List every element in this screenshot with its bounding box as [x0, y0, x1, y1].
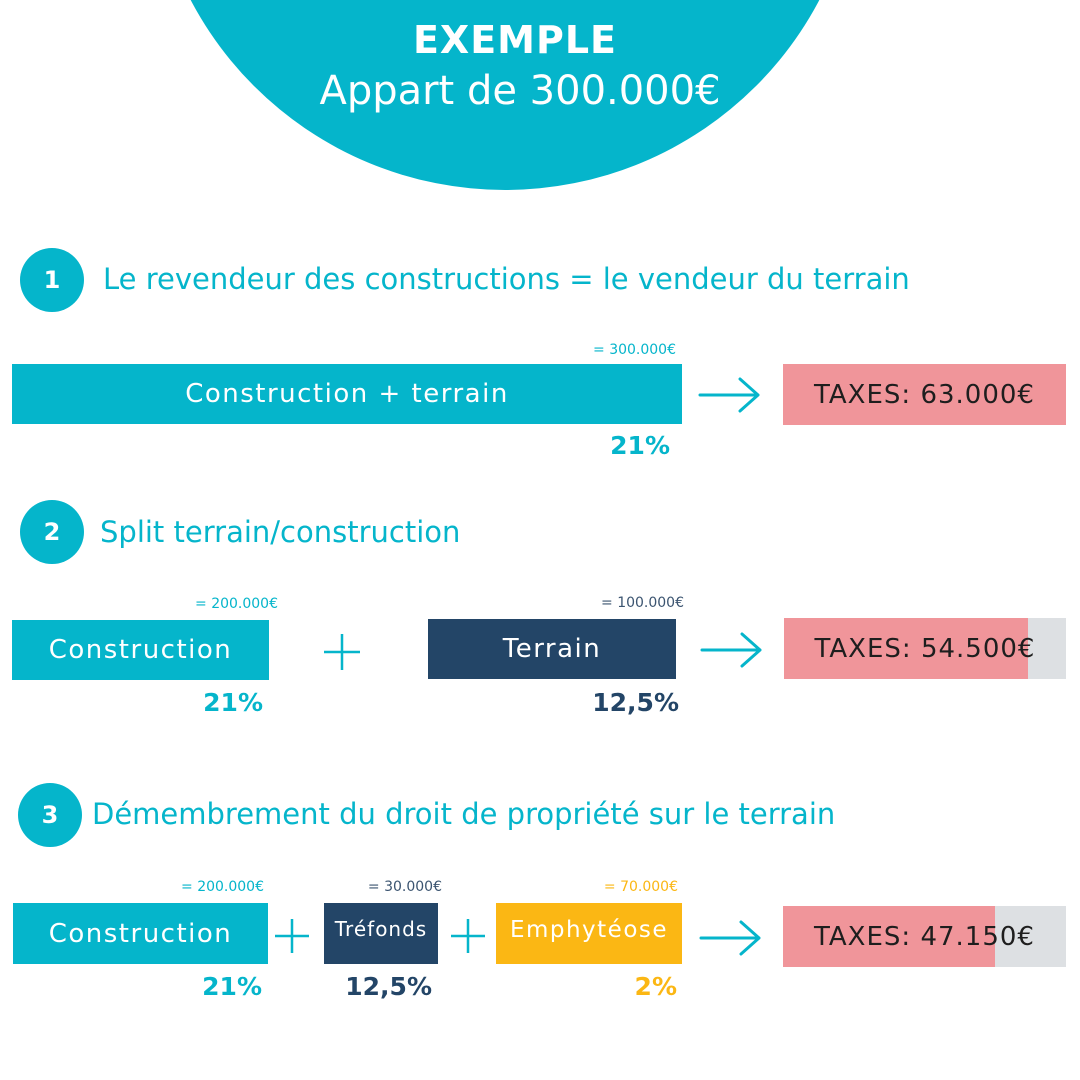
plus-icon	[450, 918, 486, 954]
step-1-taxes-bar	[783, 364, 1066, 425]
step-2-taxes-bar	[784, 618, 1066, 679]
step-1-badge: 1	[20, 248, 84, 312]
construction-terrain-label: Construction + terrain	[185, 379, 509, 409]
trefonds-label: Tréfonds	[334, 917, 428, 941]
step-2-construction-value: = 200.000€	[195, 596, 278, 612]
construction-label: Construction	[48, 635, 233, 665]
step-3-trefonds-value: = 30.000€	[367, 879, 442, 895]
construction-terrain-box	[12, 364, 682, 424]
step-2-terrain-rate: 12,5%	[592, 688, 679, 717]
construction-box	[13, 903, 268, 964]
plus-icon	[322, 632, 362, 672]
arrow-right-icon	[700, 632, 764, 668]
step-3-construction-rate: 21%	[202, 972, 262, 1001]
step-3-taxes-bar	[783, 906, 1066, 967]
emphyteose-box	[496, 903, 682, 964]
step-1-taxes-label: TAXES: 63.000€	[814, 379, 1035, 410]
plus-icon	[274, 918, 310, 954]
arrow-right-icon	[699, 920, 763, 956]
step-1-title: Le revendeur des constructions = le vendeur du terrain	[103, 262, 910, 296]
step-3-title: Démembrement du droit de propriété sur le terrain	[92, 797, 836, 831]
terrain-box	[428, 619, 676, 679]
emphyteose-label: Emphytéose	[509, 917, 669, 943]
step-2-title: Split terrain/construction	[100, 515, 461, 549]
step-2-taxes-label: TAXES: 54.500€	[814, 633, 1036, 664]
step-3-construction-value: = 200.000€	[181, 879, 264, 895]
step-2-terrain-value: = 100.000€	[601, 595, 684, 611]
step-1-rate: 21%	[610, 431, 670, 460]
construction-box	[12, 620, 269, 680]
page-title: EXEMPLE	[412, 18, 618, 62]
step-2-construction-rate: 21%	[203, 688, 263, 717]
step-1-value: = 300.000€	[593, 342, 676, 358]
construction-label: Construction	[48, 918, 233, 949]
step-3-emphyteose-value: = 70.000€	[603, 879, 678, 895]
step-3-badge: 3	[18, 783, 82, 847]
step-3-taxes-label: TAXES: 47.150€	[814, 921, 1035, 952]
terrain-label: Terrain	[502, 634, 602, 664]
step-3-emphyteose-rate: 2%	[634, 972, 677, 1001]
trefonds-box	[324, 903, 438, 964]
step-2-badge: 2	[20, 500, 84, 564]
arrow-right-icon	[698, 377, 762, 413]
page-subtitle: Appart de 300.000€	[319, 68, 721, 114]
step-3-trefonds-rate: 12,5%	[345, 972, 432, 1001]
